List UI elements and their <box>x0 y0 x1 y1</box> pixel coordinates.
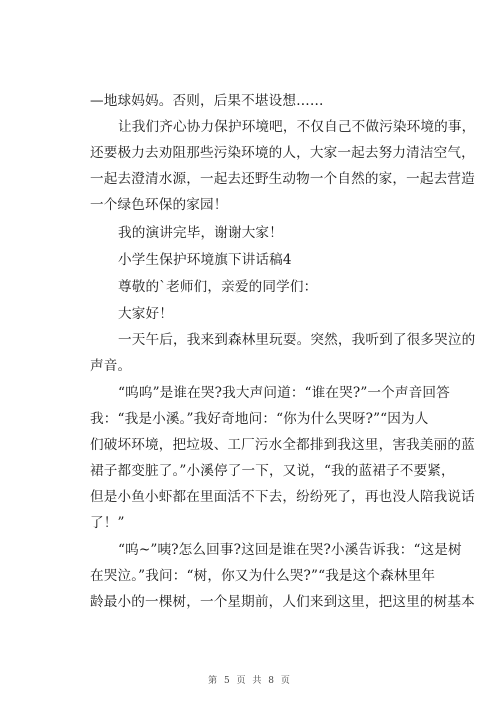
text-line: 我：“我是小溪。”我好奇地问：“你为什么哭呀?”“因为人 <box>90 411 429 427</box>
paragraph-start-line: “呜呜”是谁在哭?我大声问道：“谁在哭?”一个声音回答 <box>118 385 450 401</box>
paragraph-start-line: 让我们齐心协力保护环境吧，不仅自己不做污染环境的事， <box>118 119 476 135</box>
text-line: 一个绿色环保的家园！ <box>90 197 228 213</box>
section-title: 小学生保护环境旗下讲话稿4 <box>118 252 292 268</box>
paragraph-start-line: “呜~”咦?怎么回事?这回是谁在哭?小溪告诉我：“这是树 <box>118 542 462 558</box>
salutation: 尊敬的`老师们，亲爱的同学们： <box>118 279 318 295</box>
text-line: 了！” <box>90 515 125 531</box>
text-line: 龄最小的一棵树，一个星期前，人们来到这里，把这里的树基本 <box>90 594 475 610</box>
text-line: 但是小鱼小虾都在里面活不下去，纷纷死了，再也没人陪我说话 <box>90 489 475 505</box>
text-line: 们破坏环境，把垃圾、工厂污水全都排到我这里，害我美丽的蓝 <box>90 437 475 453</box>
text-line: 在哭泣。”我问：“树，你又为什么哭?”“我是这个森林里年 <box>90 568 436 584</box>
text-line: 还要极力去劝阻那些污染环境的人，大家一起去努力清洁空气， <box>90 145 475 161</box>
text-line: 一起去澄清水源，一起去还野生动物一个自然的家，一起去营造 <box>90 171 475 187</box>
text-line: 声音。 <box>90 358 132 374</box>
text-line: —地球妈妈。否则，后果不堪设想…… <box>90 93 324 109</box>
paragraph-start-line: 一天午后，我来到森林里玩耍。突然，我听到了很多哭泣的 <box>118 332 476 348</box>
greeting: 大家好！ <box>118 306 173 322</box>
closing-line: 我的演讲完毕，谢谢大家！ <box>118 225 283 241</box>
page-number-footer: 第 5 页 共 8 页 <box>208 676 292 686</box>
text-line: 裙子都变脏了。”小溪停了一下，又说，“我的蓝裙子不要紧， <box>90 463 455 479</box>
